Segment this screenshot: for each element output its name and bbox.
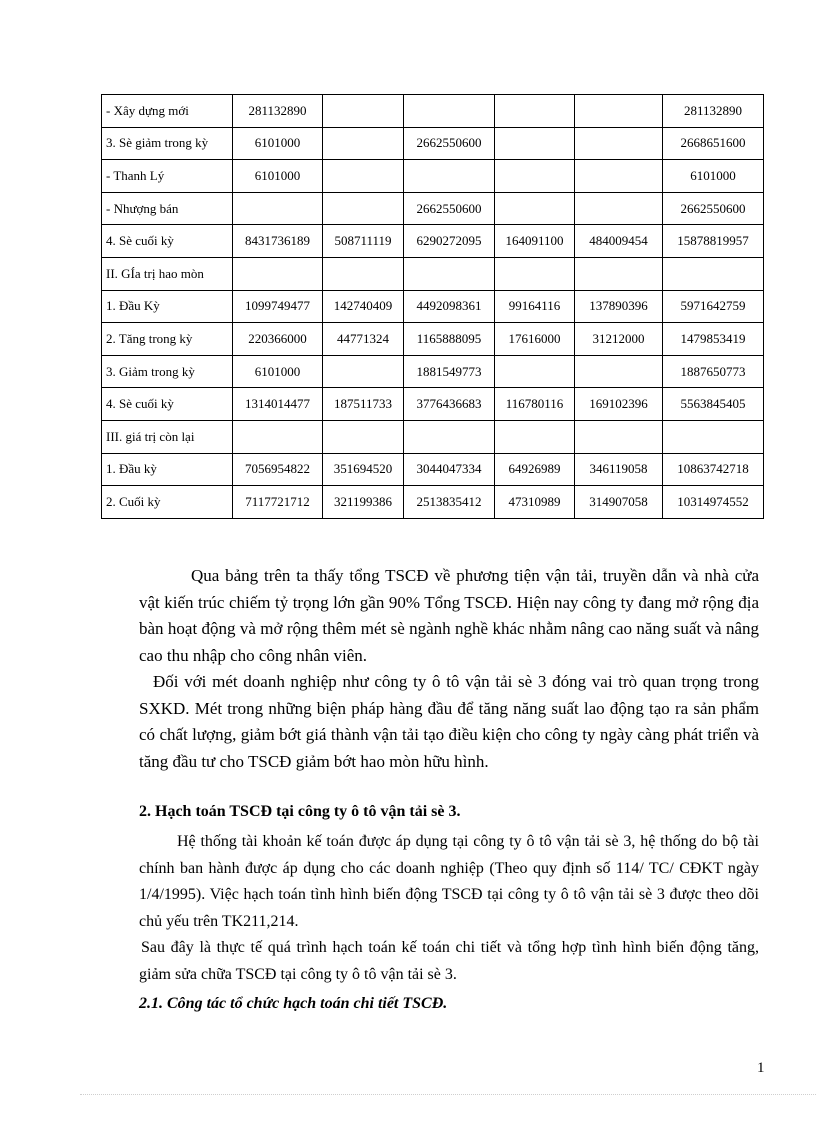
paragraph-1: Qua bảng trên ta thấy tổng TSCĐ về phương tiện vận tải, truyền dẫn và nhà cửa vật kiến trúc chiếm tỷ trọng lớn gần 90% Tổng TSCĐ. Hiện nay công ty đang mở rộng địa bàn hoạt động và mở rộng thêm mét sè ngành nghề khác nhằm nâng cao năng suất và nâng cao thu nhập cho công nhân viên. — [139, 566, 759, 665]
row-label-cell: 3. Giảm trong kỳ — [102, 355, 233, 388]
value-cell: 5971642759 — [663, 290, 764, 323]
table-row — [102, 257, 764, 290]
row-label-cell: II. GÍa trị hao mòn — [102, 257, 233, 290]
value-cell: 281132890 — [233, 95, 323, 128]
table-row — [102, 95, 764, 128]
value-cell: 281132890 — [663, 95, 764, 128]
paragraph-3: Hệ thống tài khoản kế toán được áp dụng tại công ty ô tô vận tải sè 3, hệ thống do bộ tài chính ban hành được áp dụng cho các doanh nghiệp (Theo quy định số 114/ TC/ CĐKT ngày 1/4/1995). Việc hạch toán tình hình biến động TSCĐ tại công ty ô tô vận tải sè 3 được theo dõi chủ yếu trên TK211,214. — [139, 833, 759, 930]
value-cell: 10863742718 — [663, 453, 764, 486]
value-cell — [575, 420, 663, 453]
value-cell: 64926989 — [495, 453, 575, 486]
value-cell: 314907058 — [575, 486, 663, 519]
value-cell: 116780116 — [495, 388, 575, 421]
value-cell: 1881549773 — [404, 355, 495, 388]
value-cell — [575, 355, 663, 388]
table-row — [102, 160, 764, 193]
value-cell: 1314014477 — [233, 388, 323, 421]
value-cell: 7056954822 — [233, 453, 323, 486]
value-cell — [323, 192, 404, 225]
value-cell: 3776436683 — [404, 388, 495, 421]
value-cell: 8431736189 — [233, 225, 323, 258]
value-cell — [495, 257, 575, 290]
value-cell: 31212000 — [575, 323, 663, 356]
value-cell — [233, 257, 323, 290]
table-row — [102, 323, 764, 356]
value-cell — [323, 160, 404, 193]
value-cell — [575, 257, 663, 290]
value-cell: 351694520 — [323, 453, 404, 486]
value-cell — [323, 257, 404, 290]
table-row — [102, 127, 764, 160]
value-cell: 7117721712 — [233, 486, 323, 519]
value-cell — [495, 192, 575, 225]
value-cell: 6101000 — [233, 355, 323, 388]
value-cell — [323, 420, 404, 453]
value-cell — [495, 355, 575, 388]
value-cell — [495, 95, 575, 128]
value-cell: 6101000 — [233, 160, 323, 193]
value-cell: 10314974552 — [663, 486, 764, 519]
value-cell: 169102396 — [575, 388, 663, 421]
value-cell — [404, 257, 495, 290]
value-cell: 137890396 — [575, 290, 663, 323]
value-cell: 142740409 — [323, 290, 404, 323]
row-label-cell: 1. Đầu Kỳ — [102, 290, 233, 323]
value-cell: 17616000 — [495, 323, 575, 356]
value-cell — [323, 95, 404, 128]
table-row — [102, 486, 764, 519]
value-cell — [663, 257, 764, 290]
value-cell — [404, 160, 495, 193]
row-label-cell: - Xây dựng mới — [102, 95, 233, 128]
value-cell: 484009454 — [575, 225, 663, 258]
value-cell: 44771324 — [323, 323, 404, 356]
value-cell — [495, 127, 575, 160]
value-cell — [575, 95, 663, 128]
value-cell — [495, 420, 575, 453]
value-cell — [233, 192, 323, 225]
value-cell: 6101000 — [233, 127, 323, 160]
value-cell — [323, 127, 404, 160]
row-label-cell: 4. Sè cuối kỳ — [102, 225, 233, 258]
value-cell — [404, 420, 495, 453]
value-cell — [575, 160, 663, 193]
fixed-asset-table — [101, 94, 764, 519]
value-cell: 220366000 — [233, 323, 323, 356]
paragraph-2: Đối với mét doanh nghiệp như công ty ô tô vận tải sè 3 đóng vai trò quan trọng trong SXKD. Mét trong những biện pháp hàng đầu để tăng năng suất lao động tạo ra sản phẩm có chất lượng, giảm bớt giá thành vận tải tạo điều kiện cho công ty ngày càng phát triển và tăng đầu tư cho TSCĐ giảm bớt hao mòn hữu hình. — [139, 672, 759, 771]
row-label-cell: 2. Cuối kỳ — [102, 486, 233, 519]
value-cell: 164091100 — [495, 225, 575, 258]
value-cell — [404, 95, 495, 128]
value-cell: 3044047334 — [404, 453, 495, 486]
value-cell: 15878819957 — [663, 225, 764, 258]
value-cell: 346119058 — [575, 453, 663, 486]
value-cell: 1099749477 — [233, 290, 323, 323]
table-row — [102, 453, 764, 486]
row-label-cell: 3. Sè giảm trong kỳ — [102, 127, 233, 160]
paragraph-4: Sau đây là thực tế quá trình hạch toán kế toán chi tiết và tổng hợp tình hình biến động tăng, giảm sửa chữa TSCĐ tại công ty ô tô vận tải sè 3. — [139, 939, 759, 983]
table-row — [102, 192, 764, 225]
value-cell: 6101000 — [663, 160, 764, 193]
value-cell: 6290272095 — [404, 225, 495, 258]
section-heading-2-1: 2.1. Công tác tổ chức hạch toán chi tiết TSCĐ. — [139, 995, 448, 1012]
page-number: 1 — [757, 1060, 765, 1076]
row-label-cell: III. giá trị còn lại — [102, 420, 233, 453]
value-cell: 508711119 — [323, 225, 404, 258]
value-cell: 2513835412 — [404, 486, 495, 519]
value-cell — [323, 355, 404, 388]
value-cell: 47310989 — [495, 486, 575, 519]
row-label-cell: 2. Tăng trong kỳ — [102, 323, 233, 356]
table-body — [102, 95, 764, 519]
footer-divider — [80, 1094, 816, 1095]
table-row — [102, 388, 764, 421]
table-row — [102, 420, 764, 453]
value-cell — [495, 160, 575, 193]
table-row — [102, 225, 764, 258]
table-row — [102, 290, 764, 323]
value-cell: 2662550600 — [663, 192, 764, 225]
value-cell: 1479853419 — [663, 323, 764, 356]
value-cell: 2668651600 — [663, 127, 764, 160]
value-cell — [233, 420, 323, 453]
value-cell: 1887650773 — [663, 355, 764, 388]
value-cell: 99164116 — [495, 290, 575, 323]
value-cell — [663, 420, 764, 453]
table-row — [102, 355, 764, 388]
value-cell: 5563845405 — [663, 388, 764, 421]
value-cell: 2662550600 — [404, 192, 495, 225]
value-cell: 187511733 — [323, 388, 404, 421]
value-cell — [575, 192, 663, 225]
value-cell: 2662550600 — [404, 127, 495, 160]
value-cell — [575, 127, 663, 160]
section-heading-2: 2. Hạch toán TSCĐ tại công ty ô tô vận tải sè 3. — [139, 803, 461, 820]
row-label-cell: - Thanh Lý — [102, 160, 233, 193]
value-cell: 1165888095 — [404, 323, 495, 356]
value-cell: 4492098361 — [404, 290, 495, 323]
value-cell: 321199386 — [323, 486, 404, 519]
row-label-cell: 4. Sè cuối kỳ — [102, 388, 233, 421]
row-label-cell: - Nhượng bán — [102, 192, 233, 225]
row-label-cell: 1. Đầu kỳ — [102, 453, 233, 486]
